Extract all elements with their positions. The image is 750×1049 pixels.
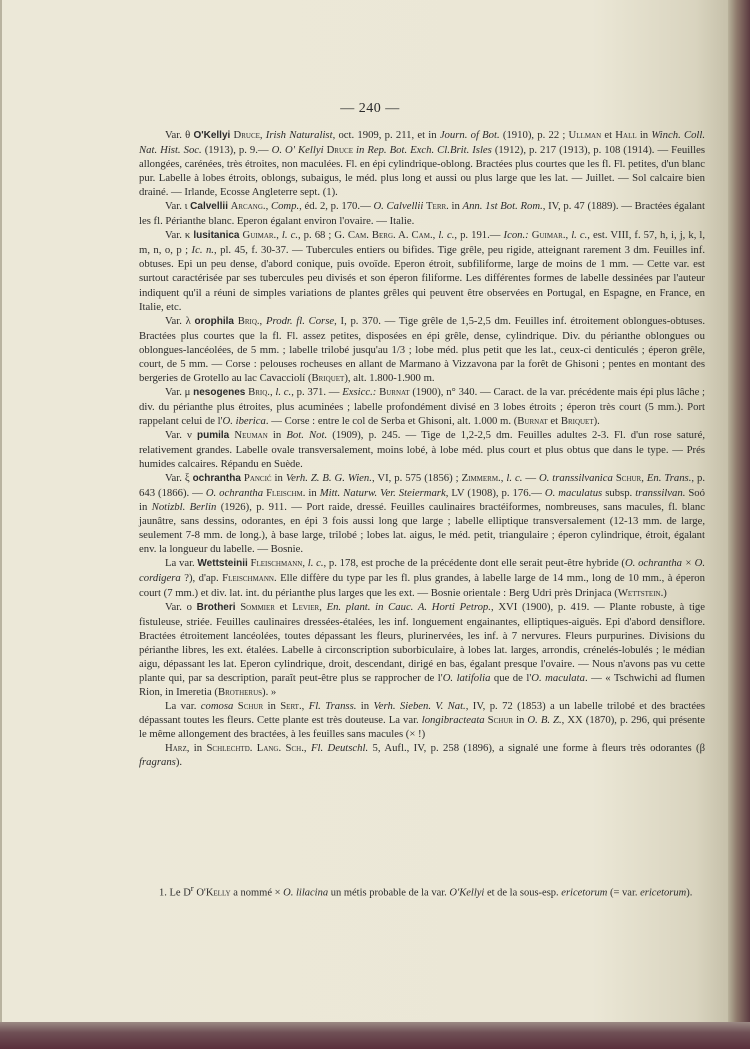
paragraph-var-pumila: Var. ν pumila Neuman in Bot. Not. (1909), p. 245. — Tige de 1,2-2,5 dm. Feuilles adultes 2-3. Fl. d'un rose saturé, relativement grandes. Labelle ovale transversalement, moins lobé, à lobe méd. plus court et plus obtus que dans le type. — Prés humides calcaires. Répandu en Suède. bbox=[139, 428, 705, 471]
author-name: Sert. bbox=[280, 699, 302, 712]
italic-text: O. O' Kellyi bbox=[271, 144, 324, 157]
paragraph-var-lusitanica: Var. κ lusitanica Guimar., l. c., p. 68 ; G. Cam. Berg. A. Cam., l. c., p. 191.— Icon.: Guimar., l. c., est. VIII, f. 57, h, i, j, k, l, m, n, o, p ; Ic. n., pl. 45, f. 30-37. — Tubercules entiers ou bifides. Tige grêle, peu rigide, atteignant rarement 3 dm. Feuilles inf. obtuses. Epi un peu dense, d'abord conique, puis ovoïde. Eperon étroit, subfiliforme, large de moins de 1 mm. — Cette var. est surtout caractérisée par ses tubercules peu divisés et son éperon filiforme. Les différentes formes de labelle dessinées par l'auteur indiquent qu'il a réuni de simples variations de plantes grêles qui peuvent être observées en Portugal, en Espagne, en France, en Italie, etc. bbox=[139, 229, 706, 313]
italic-text: Irish Naturalist bbox=[265, 129, 333, 141]
author-name: Fleischm. bbox=[266, 487, 306, 500]
italic-text: En. plant. in Cauc. A. Horti Petrop. bbox=[326, 600, 491, 613]
variety-name: orophila bbox=[194, 315, 234, 327]
author-name: Cam. Berg. A. Cam. bbox=[347, 229, 433, 242]
variety-name: pumila bbox=[197, 429, 230, 441]
paragraph-var-comosa: La var. comosa Schur in Sert., Fl. Transs. in Verh. Sieben. V. Nat., IV, p. 72 (1853) a un labelle trilobé et des bractées dépassant toutes les fleurs. Cette plante est très douteuse. La var. longibracteata Schur in O. B. Z., XX (1870), p. 296, qui présente le même allongement des bractées, à les feuilles sans macules (× !) bbox=[139, 699, 705, 740]
italic-text: O. maculata bbox=[531, 671, 585, 684]
author-name: Guimar. bbox=[242, 229, 277, 242]
author-name: Wettstein bbox=[617, 586, 661, 599]
italic-text: Icon.: bbox=[503, 229, 529, 242]
italic-text: l. c. bbox=[506, 472, 523, 485]
italic-text: Comp. bbox=[270, 200, 300, 213]
italic-text: O. B. Z. bbox=[527, 713, 562, 726]
italic-text: Fl. Transs. bbox=[308, 699, 357, 712]
italic-text: O'Kellyi bbox=[449, 887, 485, 899]
author-name: Levier bbox=[292, 600, 320, 613]
author-name: Terr. bbox=[426, 200, 449, 213]
author-name: Schlechtd. Lang. Sch. bbox=[206, 742, 304, 755]
paragraph-var-ochrantha: Var. ξ ochrantha Pancić in Verh. Z. B. G. Wien., VI, p. 575 (1856) ; Zimmerm., l. c. — O. transsilvanica Schur, En. Trans., p. 643 (1866). — O. ochrantha Fleischm. in Mitt. Naturw. Ver. Steiermark, LV (1908), p. 176.— O. maculatus subsp. transsilvan. Soó in Notizbl. Berlin (1926), p. 911. — Port raide, dressé. Feuilles caulinaires bractéiformes, nombreuses, sans macules, fl. blanc jaunâtre, sans dessins, odorantes, en épi 3 fois aussi long que large ; labelle elliptique transversalement (12-13 mm. de large, seulement 7-8 mm. de long.), à base large, trilobé ; lobes lat. aigus, le méd. petit, triangulaire ; éperon cylindrique, étroit, égalant env. la longueur du labelle. — Bosnie. bbox=[139, 472, 706, 556]
author-name: Briquet bbox=[560, 414, 594, 427]
author-name: Pancić bbox=[243, 472, 272, 485]
paragraph-harz: Harz, in Schlechtd. Lang. Sch., Fl. Deutschl. 5, Aufl., IV, p. 258 (1896), a signalé une forme à fleurs très odorantes (β fragrans). bbox=[139, 742, 706, 769]
main-text bbox=[139, 128, 705, 769]
italic-text: in Rep. Bot. Exch. Cl.Brit. Isles bbox=[356, 144, 492, 157]
author-name: Schur bbox=[615, 472, 642, 485]
variety-name: O'Kellyi bbox=[193, 130, 231, 141]
author-name: Hall bbox=[615, 129, 637, 141]
italic-text: Verh. Z. B. G. Wien. bbox=[285, 472, 372, 485]
italic-text: Notizbl. Berlin bbox=[151, 501, 217, 514]
author-name: Burnat bbox=[517, 414, 548, 427]
author-name: Ullman bbox=[568, 129, 602, 141]
footnote-1: 1. Le $D^r$ O'Kelly a nommé × O. lilacina un métis probable de la var. O'Kellyi et de la sous-esp. ericetorum (= var. ericetorum). bbox=[159, 883, 693, 899]
italic-text: Verh. Sieben. V. Nat. bbox=[373, 699, 466, 712]
italic-text: O. transsilvanica bbox=[538, 472, 613, 485]
variety-name: Wettsteinii bbox=[197, 558, 248, 570]
paragraph-var-nesogenes: Var. μ nesogenes Briq., l. c., p. 371. — Exsicc.: Burnat (1900), n° 340. — Caract. de la var. précédente mais épi plus lâche ; div. du périanthe plus étroites, plus acuminées ; labelle profondément divisé en 3 lobes étroits ; éperon très court (5 mm.). Port rappelant celui de l'O. iberica. — Corse : entre le col de Serba et Ghisoni, alt. 1.000 m. (Burnat et Briquet). bbox=[139, 385, 706, 427]
italic-text: fragrans bbox=[139, 756, 176, 769]
italic-text: O. ochrantha × O. cordigera bbox=[139, 557, 706, 585]
author-name: Burnat bbox=[379, 385, 410, 398]
book-spine-edge bbox=[728, 0, 750, 1049]
author-name: Fleischmann bbox=[222, 572, 274, 585]
italic-text: ericetorum bbox=[561, 887, 608, 899]
author-name: Schur bbox=[237, 699, 264, 712]
italic-text: O. iberica bbox=[222, 414, 266, 427]
italic-text: transsilvan. bbox=[635, 487, 686, 500]
italic-text: Bot. Not. bbox=[286, 428, 328, 441]
variety-name: lusitanica bbox=[193, 230, 240, 242]
paragraph-var-okellyi: Var. θ O'Kellyi Druce, Irish Naturalist, oct. 1909, p. 211, et in Journ. of Bot. (1910), p. 22 ; Ullman et Hall in Winch. Coll. Nat. Hist. Soc. (1913), p. 9.— O. O' Kellyi Druce in Rep. Bot. Exch. Cl.Brit. Isles (1912), p. 217 (1913), p. 108 (1914). — Feuilles allongées, carénées, très étroites, non maculées. Fl. en épi cylindrique-oblong. Bractées plus courtes que les fl. Fl. petites, d'un blanc pur. Labelle à lobes étroits, oblongs, subaigus, le méd. plus long et aussi ou plus large que les lat. — Juillet. — Sol calcaire bien drainé. — Irlande, Ecosse Angleterre sept. (1). bbox=[139, 129, 706, 199]
italic-text: O. Calvellii bbox=[373, 200, 424, 213]
author-name: Guimar. bbox=[531, 229, 566, 242]
paragraph-var-calvellii: Var. ι Calvellii Arcang., Comp., éd. 2, p. 170.— O. Calvellii Terr. in Ann. 1st Bot. Rom., IV, p. 47 (1889). — Bractées égalant les fl. Périanthe blanc. Eperon égalant environ l'ovaire. — Italie. bbox=[139, 200, 705, 228]
author-name: Brotherus bbox=[217, 685, 263, 698]
superscript: r bbox=[190, 883, 194, 893]
variety-name: Brotheri bbox=[196, 601, 236, 613]
italic-text: Ic. n. bbox=[191, 244, 214, 257]
footnote bbox=[139, 882, 705, 900]
italic-text: O. maculatus bbox=[544, 487, 603, 500]
paragraph-var-orophila: Var. λ orophila Briq., Prodr. fl. Corse, I, p. 370. — Tige grêle de 1,5-2,5 dm. Feuilles inf. étroitement oblongues-obtuses. Bractées plus courtes que la fl. Fl. assez petites, disposées en épi grêle, dense, cylindrique. Div. du périanthe oblongues ou oblongues-lancéolées, de 5 mm. ; labelle trilobé jusqu'au 1/3 ; lobe méd. plus petit que les lat., ceux-ci denticulés ; éperon grêle, court, de 5 mm. — Corse : pelouses rocheuses en allant de Marmano à Vizzavona par la forêt de Ghisoni ; pentes en montant des bergeries de Grotello au lac Cavacciolí (Briquet), alt. 1.800-1.900 m. bbox=[139, 314, 705, 384]
author-name: Harz bbox=[165, 742, 187, 755]
paragraph-var-wettsteinii: La var. Wettsteinii Fleischmann, l. c., p. 178, est proche de la précédente dont elle serait peut-être hybride (O. ochrantha × O. cordigera ?), d'ap. Fleischmann. Elle diffère du type par les fl. plus grandes, à labelle large de 14 mm., long de 10 mm., à éperon court (7 mm.) et div. lat. int. du périanthe plus larges que les ext. — Bosnie orientale : Berg Udri près Drinjaca (Wettstein.) bbox=[139, 557, 706, 599]
author-name: Arcang. bbox=[230, 200, 266, 213]
author-name: O'Kelly bbox=[196, 887, 231, 899]
author-name: Sommier bbox=[240, 600, 275, 613]
italic-text: comosa bbox=[200, 699, 234, 712]
author-name: Schur bbox=[487, 713, 514, 726]
author-name: Briq. bbox=[237, 314, 260, 327]
page-number: — 240 — bbox=[340, 101, 400, 116]
italic-text: Journ. of Bot. bbox=[439, 129, 500, 141]
variety-name: ochrantha bbox=[192, 473, 241, 485]
italic-text: l. c. bbox=[281, 229, 298, 242]
italic-text: l. c. bbox=[571, 229, 588, 242]
author-name: Briquet bbox=[311, 371, 345, 384]
italic-text: Mitt. Naturw. Ver. Steiermark bbox=[319, 487, 446, 500]
italic-text: Prodr. fl. Corse bbox=[265, 314, 335, 327]
italic-text: longibracteata bbox=[421, 713, 485, 726]
italic-text: l. c. bbox=[438, 229, 455, 242]
italic-text: Exsicc.: bbox=[342, 385, 377, 398]
italic-text: Winch. Coll. Nat. Hist. Soc. bbox=[139, 129, 706, 157]
author-name: Fleischmann bbox=[250, 557, 303, 570]
italic-text: O. lilacina bbox=[283, 887, 329, 899]
italic-text: O. latifolia bbox=[442, 671, 491, 684]
italic-text: l. c. bbox=[275, 385, 292, 398]
italic-text: l. c. bbox=[307, 557, 324, 570]
italic-text: O. ochrantha bbox=[205, 487, 264, 500]
author-name: Druce bbox=[326, 144, 353, 157]
italic-text: Ann. 1st Bot. Rom. bbox=[462, 200, 543, 213]
author-name: Neuman bbox=[234, 428, 268, 441]
paragraph-var-brotheri: Var. ο Brotheri Sommier et Levier, En. plant. in Cauc. A. Horti Petrop., XVI (1900), p. 419. — Plante robuste, à tige fistuleuse, striée. Feuilles caulinaires dressées-étalées, les inf. longuement engainantes, elliptiques-aiguës. Epi d'abord densiflore. Bractées étroitement lancéolées, toutes dépassant les fleurs, plurinervées, les inf. à 7 nervures. Fleurs purpurines. Divisions du périanthe libres, les ext. étalées. Labelle à circonscription suborbiculaire, à lobes lat. larges, arrondis, crénelés-lobulés ; le médian aigu, dépassant les lat. Eperon cylindrique, droit, descendant, dirigé en bas, égalant presque l'ovaire. — Nous n'avons pas vu cette plante qui, par sa description, paraît peut-être plus se rapprocher de l'O. latifolia que de l'O. maculata. — « Tschwichi ad flumen Rion, in Imeretia (Brotherus). » bbox=[139, 600, 705, 698]
italic-text: En. Trans. bbox=[646, 472, 692, 485]
variety-name: Calvellii bbox=[190, 201, 228, 213]
variety-name: nesogenes bbox=[193, 386, 246, 398]
italic-text: Fl. Deutschl. bbox=[310, 742, 369, 755]
author-name: Briq. bbox=[248, 385, 270, 398]
author-name: Druce bbox=[233, 129, 260, 141]
book-bottom-edge bbox=[0, 1022, 750, 1049]
author-name: Zimmerm. bbox=[461, 472, 501, 485]
italic-text: ericetorum bbox=[640, 887, 687, 899]
